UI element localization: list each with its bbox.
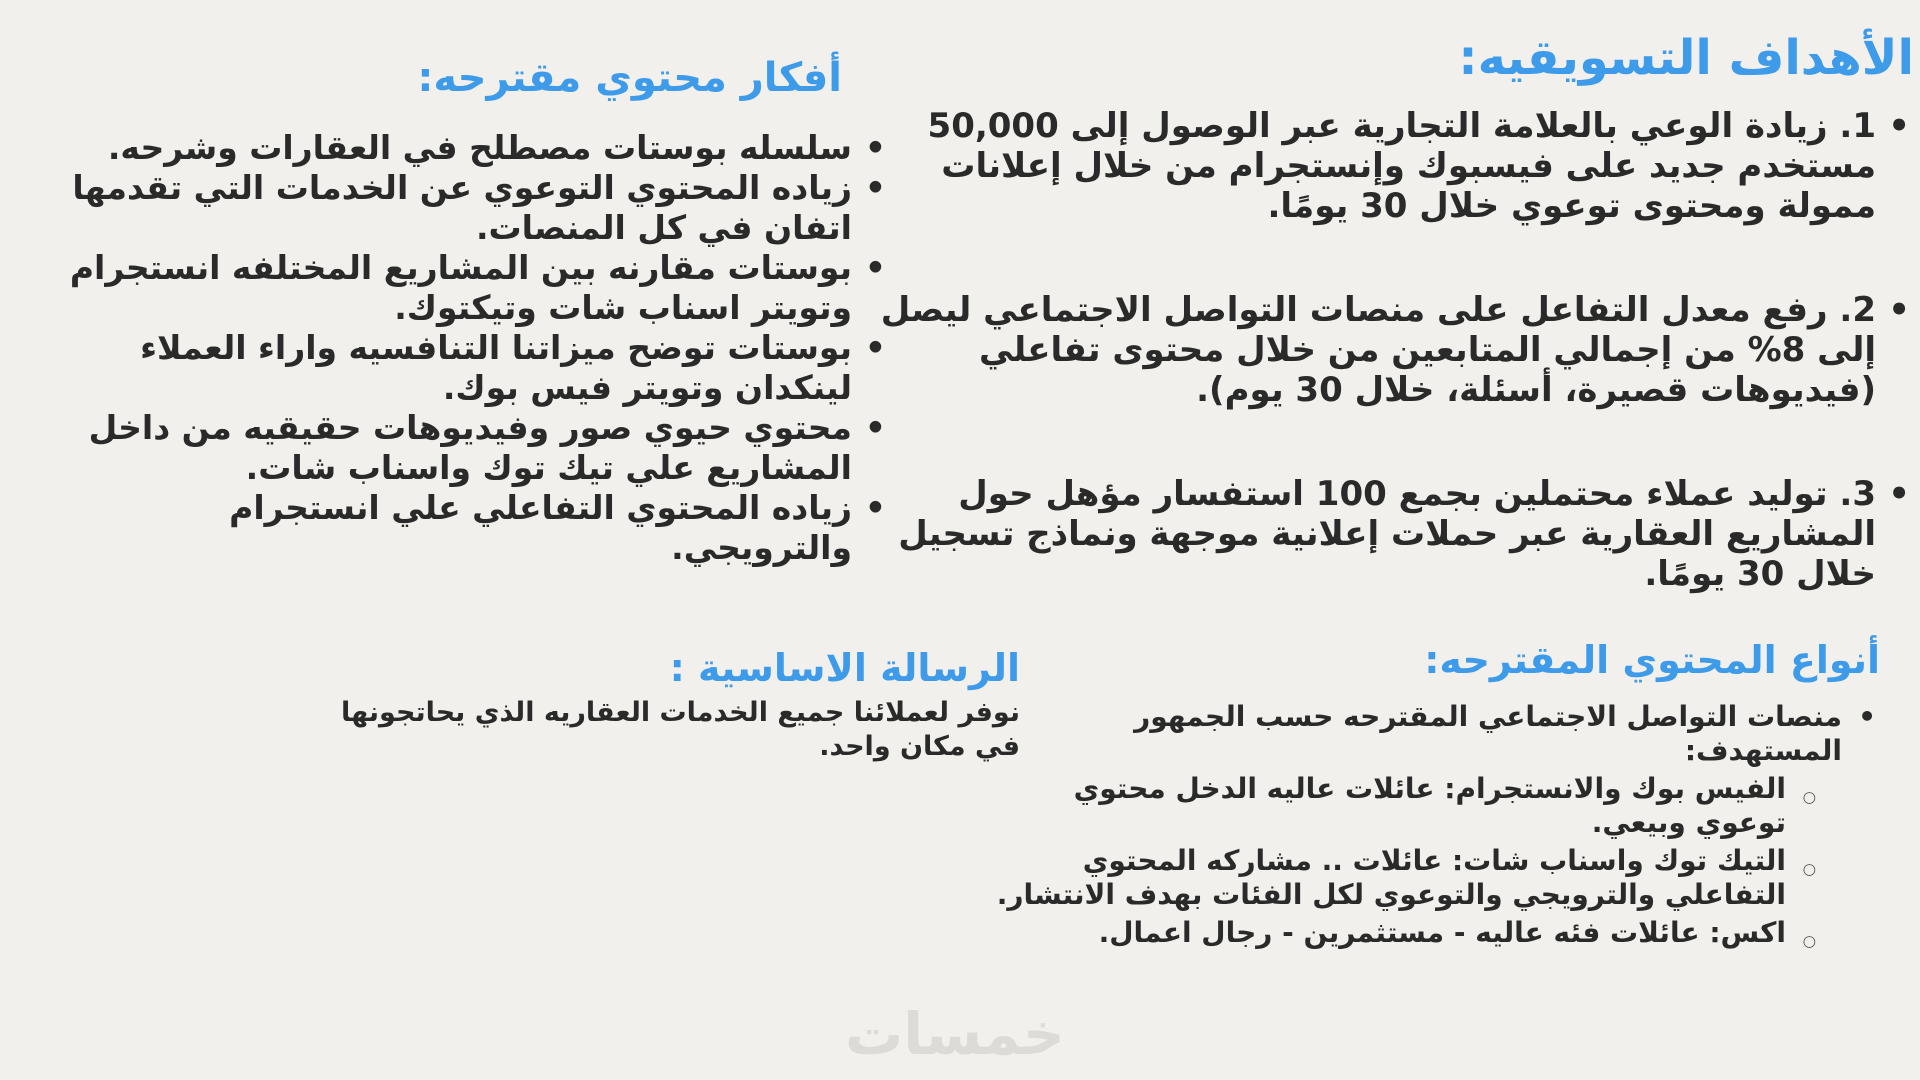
content-types-title: أنواع المحتوي المقترحه: [1424,638,1880,682]
marketing-goal-item: • 1. زيادة الوعي بالعلامة التجارية عبر الوصول إلى 50,000 مستخدم جديد على فيسبوك وإنستجرام من خلال إعلانات ممولة ومحتوى توعوي خلال 30 يومًا. [854,106,1876,226]
content-types-main-text: منصات التواصل الاجتماعي المقترحه حسب الجمهور المستهدف: [1134,700,1842,767]
content-types-main-item [980,700,1842,950]
content-idea-item: • بوستات توضح ميزاتنا التنافسيه واراء العملاء لينكدان وتويتر فيس بوك. [40,328,852,408]
marketing-goal-item: • 3. توليد عملاء محتملين بجمع 100 استفسار مؤهل حول المشاريع العقارية عبر حملات إعلانية موجهة ونماذج تسجيل خلال 30 يومًا. [854,474,1876,594]
content-idea-item: • محتوي حيوي صور وفيديوهات حقيقيه من داخل المشاريع علي تيك توك واسناب شات. [40,408,852,488]
content-ideas-list [40,128,890,568]
marketing-goal-item: • 2. رفع معدل التفاعل على منصات التواصل الاجتماعي ليصل إلى 8% من إجمالي المتابعين من خلال محتوى تفاعلي (فيديوهات قصيرة، أسئلة، خلال 30 يوم). [854,290,1876,410]
content-idea-item: • بوستات مقارنه بين المشاريع المختلفه انستجرام وتويتر اسناب شات وتيكتوك. [40,248,852,328]
marketing-goals-list [854,106,1914,594]
content-types-sub-item: ○ التيك توك واسناب شات: عائلات .. مشاركه المحتوي التفاعلي والترويجي والتوعوي لكل الفئات بهدف الانتشار. [980,844,1786,912]
content-types-sub-item: ○ الفيس بوك والانستجرام: عائلات عاليه الدخل محتوي توعوي وبيعي. [980,772,1786,840]
content-types-sub-item: ○ اكس: عائلات فئه عاليه - مستثمرين - رجال اعمال. [980,916,1786,950]
content-ideas-title: أفكار محتوي مقترحه: [417,55,842,101]
core-message-text: نوفر لعملائنا جميع الخدمات العقاريه الذي يحاتجونها في مكان واحد. [340,697,1020,762]
watermark-logo: خمسات [845,1000,1065,1068]
content-idea-item: • سلسله بوستات مصطلح في العقارات وشرحه. [40,128,852,168]
content-types-list [980,700,1880,950]
marketing-goals-title: الأهداف التسويقيه: [1458,30,1914,86]
content-idea-item: • زياده المحتوي التوعوي عن الخدمات التي تقدمها اتفان في كل المنصات. [40,168,852,248]
content-types-section [980,630,1880,954]
marketing-goals-section [854,22,1914,594]
content-types-sublist [980,772,1842,950]
content-idea-item: • زياده المحتوي التفاعلي علي انستجرام والترويجي. [40,488,852,568]
core-message-title: الرسالة الاساسية : [669,646,1020,690]
core-message-section [290,640,1020,764]
content-ideas-section [40,48,890,568]
